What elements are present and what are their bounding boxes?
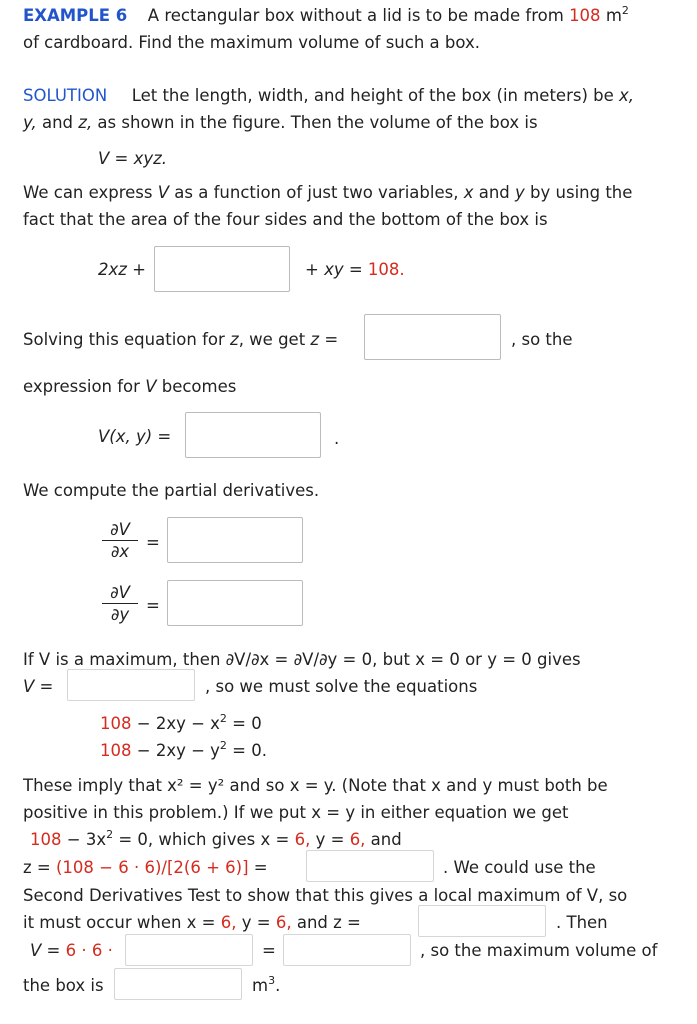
imply-3x: − 3x <box>61 830 107 849</box>
imply-then: . Then <box>556 913 608 932</box>
imply-line-5: Second Derivatives Test to show that this gives a local maximum of V, so <box>23 886 628 905</box>
imply-line-7-rest: , so the maximum volume of <box>420 941 658 960</box>
express-V: V <box>157 183 170 202</box>
solution-x: x, <box>619 86 635 105</box>
equation-1 <box>100 714 262 733</box>
max-volume-input[interactable] <box>114 968 242 1000</box>
eq2-108: 108 <box>100 741 132 760</box>
solution-and: and <box>36 113 79 132</box>
area-eq-right <box>305 260 405 279</box>
volume-exp: 3 <box>268 974 276 987</box>
solution-label: SOLUTION <box>23 86 108 105</box>
partial-x-numerator: ∂V <box>102 520 138 541</box>
solve-b: , we get <box>238 330 311 349</box>
solve-becomes: becomes <box>156 377 237 396</box>
solve-a: Solving this equation for <box>23 330 231 349</box>
solve-line-1 <box>23 330 338 349</box>
imply-gives: = 0, which gives <box>113 830 261 849</box>
partial-v-y-fraction <box>102 583 138 624</box>
maxcheck-V-input[interactable] <box>67 669 195 701</box>
final-V-eq: V = <box>30 941 66 960</box>
vxy-label: V(x, y) = <box>98 427 172 446</box>
imply-x-val: 6, <box>294 830 311 849</box>
solve-expr: expression for <box>23 377 146 396</box>
area-eq-xy: + xy = <box>305 260 363 279</box>
solution-line-1 <box>23 86 634 105</box>
imply-108: 108 <box>30 830 62 849</box>
express-b: as a function of just two variables, <box>169 183 464 202</box>
solution-y: y, <box>23 113 37 132</box>
eq2-end: = 0. <box>226 741 267 760</box>
imply-line-1: These imply that x² = y² and so x = y. (Note that x and y must both be <box>23 776 608 795</box>
eq1-terms: − 2xy − x <box>131 714 220 733</box>
eq2-terms: − 2xy − y <box>131 741 220 760</box>
imply-exp: 2 <box>106 828 114 841</box>
occur-x-eq: it must occur when x = <box>23 913 221 932</box>
volume-period: . <box>275 976 281 995</box>
example-line-1 <box>23 6 629 25</box>
solve-z-eq: z = <box>310 330 339 349</box>
z-input[interactable] <box>364 314 501 360</box>
imply-line-6 <box>23 913 361 932</box>
occur-z-eq: and z = <box>291 913 361 932</box>
maxcheck-V-eq: V = <box>23 677 54 696</box>
max-volume-unit <box>252 976 280 995</box>
imply-z-expr: (108 − 6 · 6)/[2(6 + 6)] <box>55 858 249 877</box>
eq2-exp: 2 <box>219 739 227 752</box>
partial-y-numerator: ∂V <box>102 583 138 604</box>
eq1-exp: 2 <box>219 712 227 725</box>
vxy-input[interactable] <box>185 412 321 458</box>
partial-x-denominator: ∂x <box>110 542 130 561</box>
occur-y-eq: y = <box>236 913 276 932</box>
final-product: 6 · 6 · <box>65 941 113 960</box>
imply-line-3 <box>30 830 402 849</box>
express-y: y <box>515 183 525 202</box>
imply-z-eq: = <box>248 858 268 877</box>
area-unit: m <box>605 6 622 25</box>
imply-y-eq: y = <box>310 830 350 849</box>
volume-unit: m <box>252 976 269 995</box>
partials-intro: We compute the partial derivatives. <box>23 481 320 500</box>
imply-x-eq: x = <box>260 830 295 849</box>
area-value: 108 <box>569 6 601 25</box>
eq1-end: = 0 <box>226 714 262 733</box>
eq1-108: 108 <box>100 714 132 733</box>
solve-so-the: , so the <box>511 330 573 349</box>
z-value-input[interactable] <box>306 850 434 882</box>
occur-z-input[interactable] <box>418 905 546 937</box>
solution-text: Let the length, width, and height of the box (in meters) be <box>131 86 614 105</box>
solve-V: V <box>145 377 157 396</box>
final-equals: = <box>262 941 276 960</box>
partial-x-equals: = <box>146 533 160 552</box>
occur-y-val: 6, <box>275 913 292 932</box>
example-line-2: of cardboard. Find the maximum volume of such a box. <box>23 33 480 52</box>
partial-v-x-fraction <box>102 520 138 561</box>
express-a: We can express <box>23 183 158 202</box>
area-eq-input[interactable] <box>154 246 290 292</box>
imply-line-7 <box>30 941 113 960</box>
volume-equation: V = xyz. <box>98 149 168 168</box>
area-exp: 2 <box>621 4 629 17</box>
maxcheck-line-1: If V is a maximum, then ∂V/∂x = ∂V/∂y = 0, but x = 0 or y = 0 gives <box>23 650 581 669</box>
area-eq-value: 108. <box>367 260 405 279</box>
imply-line-2: positive in this problem.) If we put x = y in either equation we get <box>23 803 569 822</box>
final-z-input[interactable] <box>125 934 253 966</box>
imply-z: z = <box>23 858 56 877</box>
imply-and: and <box>365 830 402 849</box>
solve-z: z <box>230 330 239 349</box>
express-line-1 <box>23 183 632 202</box>
maxcheck-rest: , so we must solve the equations <box>205 677 478 696</box>
express-c: by using the <box>524 183 633 202</box>
partial-x-input[interactable] <box>167 517 303 563</box>
solution-line-2 <box>23 113 538 132</box>
partial-y-denominator: ∂y <box>110 605 130 624</box>
imply-line-8: the box is <box>23 976 104 995</box>
example-label: EXAMPLE 6 <box>23 6 128 25</box>
express-and: and <box>473 183 516 202</box>
partial-y-input[interactable] <box>167 580 303 626</box>
imply-y-val: 6, <box>349 830 366 849</box>
partial-y-equals: = <box>146 596 160 615</box>
area-eq-left: 2xz + <box>98 260 146 279</box>
solution-rest: as shown in the figure. Then the volume of the box is <box>92 113 538 132</box>
occur-x-val: 6, <box>220 913 237 932</box>
express-line-2: fact that the area of the four sides and the bottom of the box is <box>23 210 548 229</box>
final-product-input[interactable] <box>283 934 411 966</box>
solution-z: z, <box>78 113 93 132</box>
solve-line-2 <box>23 377 236 396</box>
equation-2 <box>100 741 267 760</box>
vxy-period: . <box>334 429 340 448</box>
example-text: A rectangular box without a lid is to be made from <box>147 6 564 25</box>
imply-line-4 <box>23 858 268 877</box>
express-x: x <box>463 183 474 202</box>
imply-line-4-rest: . We could use the <box>443 858 596 877</box>
